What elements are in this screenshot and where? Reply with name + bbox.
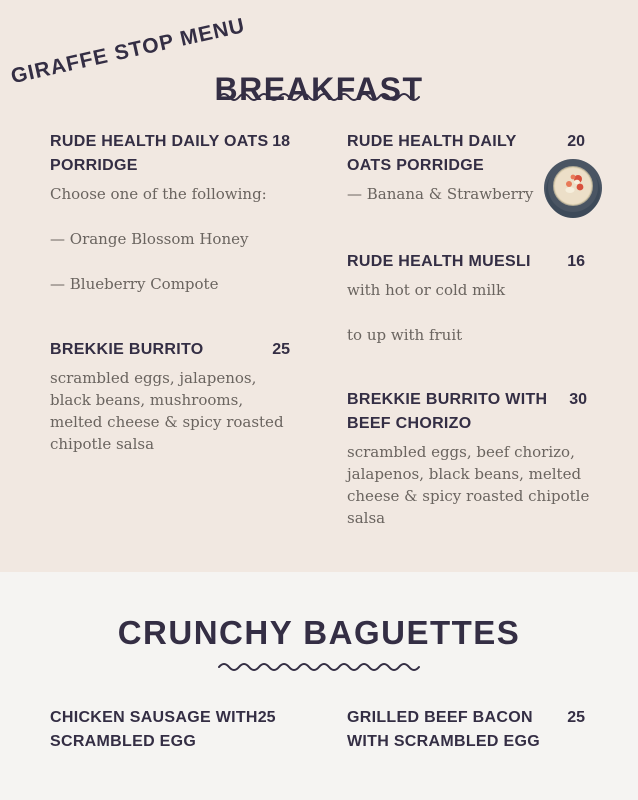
item-option: — Orange Blossom Honey	[50, 230, 249, 248]
item-price: 25	[257, 709, 276, 726]
item-description-line: melted cheese & spicy roasted	[50, 413, 284, 431]
item-price: 25	[567, 709, 585, 726]
item-description-line: salsa	[347, 509, 386, 527]
menu-item-brekkie-burrito-chorizo	[347, 388, 590, 529]
menu-item-daily-oats-porridge	[50, 130, 290, 295]
item-option: — Blueberry Compote	[50, 275, 219, 293]
brand-title: GIRAFFE STOP MENU	[8, 14, 248, 89]
item-description-line: scrambled eggs, beef chorizo,	[347, 443, 575, 461]
item-description-line: scrambled eggs, jalapenos,	[50, 369, 257, 387]
item-name-line: RUDE HEALTH MUESLI	[347, 253, 531, 270]
item-name-line: GRILLED BEEF BACON	[347, 709, 533, 726]
item-description-line: to up with fruit	[347, 326, 463, 344]
item-description-line: chipotle salsa	[50, 435, 155, 453]
menu-item-muesli	[347, 250, 585, 346]
item-option: — Banana & Strawberry	[347, 185, 534, 203]
item-description-line: Choose one of the following:	[50, 185, 267, 203]
item-name-line: CHICKEN SAUSAGE WITH	[50, 709, 258, 726]
breakfast-heading: BREAKFAST	[214, 71, 424, 108]
item-name-line: RUDE HEALTH DAILY OATS	[50, 133, 269, 150]
baguettes-heading: CRUNCHY BAGUETTES	[117, 614, 521, 651]
item-description-line: jalapenos, black beans, melted	[347, 465, 582, 483]
item-price: 20	[567, 133, 585, 150]
item-description-line: black beans, mushrooms,	[50, 391, 244, 409]
item-price: 16	[567, 253, 585, 270]
item-description-line: with hot or cold milk	[347, 281, 506, 299]
item-name-line: WITH SCRAMBLED EGG	[347, 733, 540, 750]
item-name-line: SCRAMBLED EGG	[50, 733, 197, 750]
item-name-line: BEEF CHORIZO	[347, 415, 472, 432]
item-name-line: RUDE HEALTH DAILY	[347, 133, 517, 150]
item-name-line: BREKKIE BURRITO WITH	[347, 391, 548, 408]
item-name-line: BREKKIE BURRITO	[50, 341, 204, 358]
item-name-line: OATS PORRIDGE	[347, 157, 484, 174]
menu-item-brekkie-burrito	[50, 338, 290, 455]
menu-item-beef-bacon	[347, 706, 585, 754]
menu-item-chicken-sausage	[50, 706, 276, 754]
item-description-line: cheese & spicy roasted chipotle	[347, 487, 590, 505]
item-price: 30	[569, 391, 587, 408]
section-crunchy-baguettes	[0, 572, 638, 800]
wavy-divider	[218, 660, 420, 672]
porridge-bowl-photo	[542, 158, 604, 220]
item-name-line: PORRIDGE	[50, 157, 138, 174]
item-price: 25	[272, 341, 290, 358]
wavy-divider	[218, 90, 420, 102]
item-price: 18	[272, 133, 290, 150]
